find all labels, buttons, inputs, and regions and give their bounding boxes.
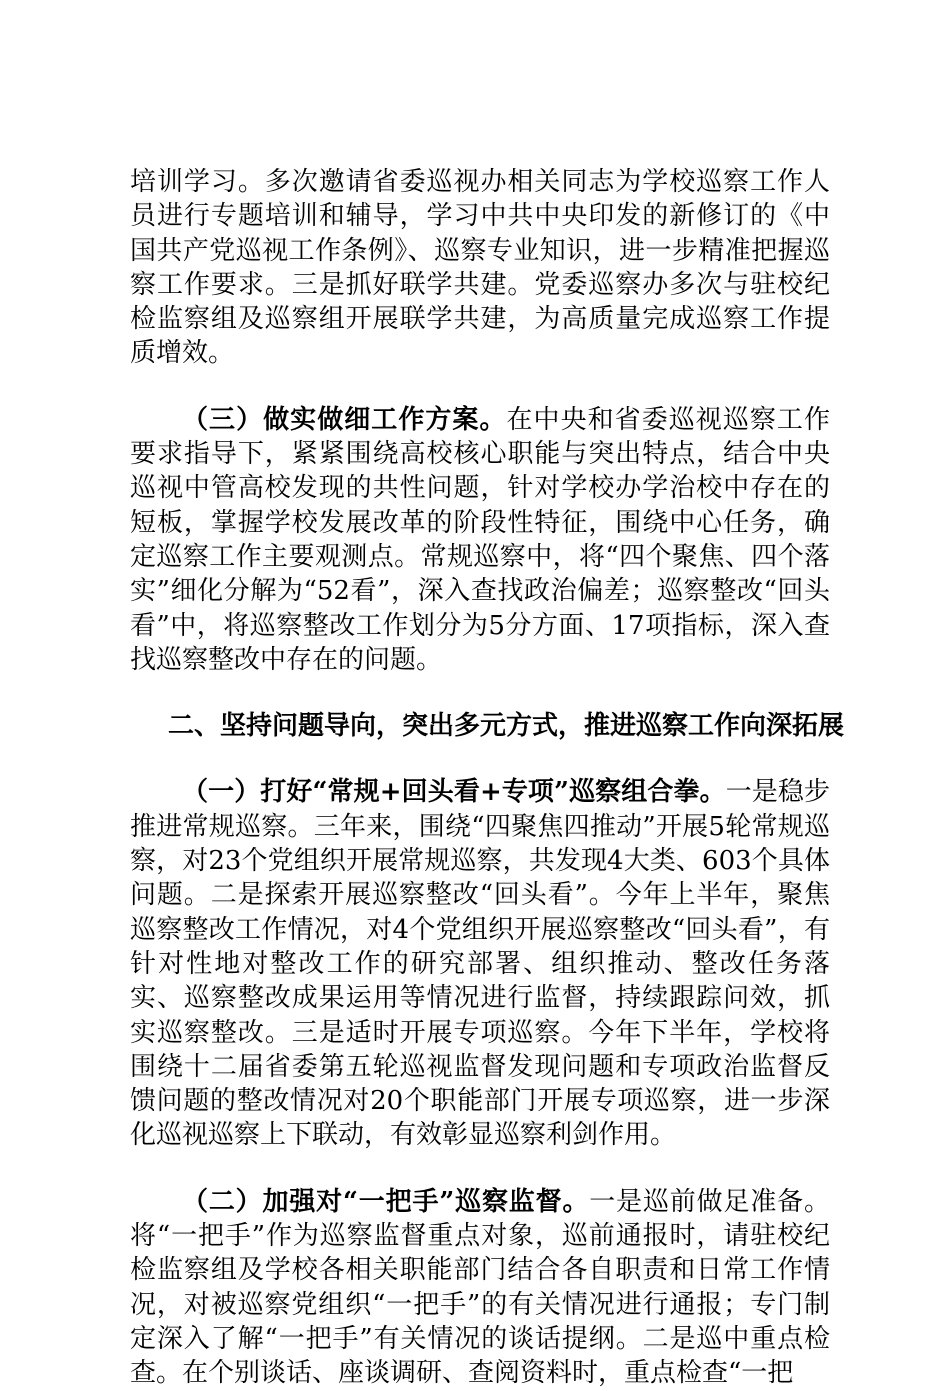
paragraph-text: 一是稳步推进常规巡察。三年来，围绕“四聚焦四推动”开展5轮常规巡察，对23个党组织开展常规巡察，共发现4大类、603个具体问题。二是探索开展巡察整改“回头看”。今年上半年，聚焦巡察整改工作情况，对4个党组织开展巡察整改“回头看”，有针对性地对整改工作的研究部署、组织推动、整改任务落实、巡察整改成果运用等情况进行监督，持续跟踪问效，抓实巡察整改。三是适时开展专项巡察。今年下半年，学校将围绕十二届省委第五轮巡视监督发现问题和专项政治监督反馈问题的整改情况对20个职能部门开展专项巡察，进一步深化巡视巡察上下联动，有效彰显巡察利剑作用。 xyxy=(130,777,830,1151)
paragraph-text: 在中央和省委巡视巡察工作要求指导下，紧紧围绕高校核心职能与突出特点，结合中央巡视中管高校发现的共性问题，针对学校办学治校中存在的短板，掌握学校发展改革的阶段性特征，围绕中心任务，确定巡察工作主要观测点。常规巡察中，将“四个聚焦、四个落实”细化分解为“52看”，深入查找政治偏差；巡察整改“回头看”中，将巡察整改工作划分为5分方面、17项指标，深入查找巡察整改中存在的问题。 xyxy=(130,404,830,675)
paragraph-text: 培训学习。多次邀请省委巡视办相关同志为学校巡察工作人员进行专题培训和辅导，学习中共中央印发的新修订的《中国共产党巡视工作条例》、巡察专业知识，进一步精准把握巡察工作要求。三是抓好联学共建。党委巡察办多次与驻校纪检监察组及巡察组开展联学共建，为高质量完成巡察工作提质增效。 xyxy=(130,167,830,369)
paragraph-text: 一是巡前做足准备。将“一把手”作为巡察监督重点对象，巡前通报时，请驻校纪检监察组及学校各相关职能部门结合各自职责和日常工作情况，对被巡察党组织“一把手”的有关情况进行通报；专门制定深入了解“一把手”有关情况的谈话提纲。二是巡中重点检查。在个别谈话、座谈调研、查阅资料时，重点检查“一把 xyxy=(130,1186,830,1389)
paragraph-lead: （三）做实做细工作方案。 xyxy=(182,404,507,435)
paragraph-lead: （一）打好“常规+回头看+专项”巡察组合拳。 xyxy=(182,777,726,808)
paragraph-leader-supervision xyxy=(130,1185,830,1391)
section-heading: 二、坚持问题导向，突出多元方式，推进巡察工作向深拓展 xyxy=(168,711,845,742)
paragraph-lead: （二）加强对“一把手”巡察监督。 xyxy=(182,1186,590,1217)
document-body xyxy=(130,165,845,1391)
paragraph-training xyxy=(130,165,830,371)
paragraph-combination-punch xyxy=(130,775,830,1152)
paragraph-work-plan xyxy=(130,403,830,677)
